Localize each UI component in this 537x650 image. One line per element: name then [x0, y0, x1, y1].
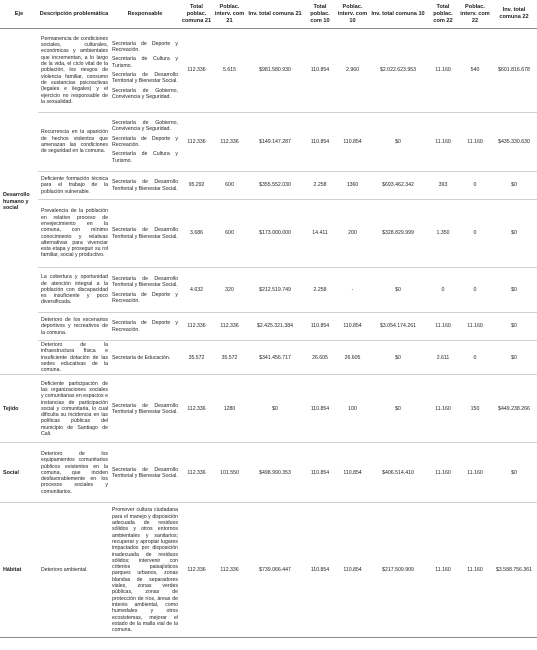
cell-total-pob-10: 2.258 — [304, 268, 336, 313]
responsable-item: Secretaría de Cultura y Turismo. — [112, 56, 178, 69]
cell-pob-interv-10: - — [336, 268, 369, 313]
cell-total-pob-21: 112.336 — [180, 29, 213, 113]
row-description: Deficiente formación técnica para el trabajo de la población vulnerable. — [38, 172, 110, 200]
row-description: Prevalencia de la población en relativo proceso de envejecimiento en la comuna, con mínimo conocimiento y relativas alternativas para vivenciar esta etapa y proseguir su rol familiar, social y productivo. — [38, 200, 110, 268]
cell-total-pob-22: 1.350 — [427, 200, 459, 268]
cell-pob-interv-21: 35.572 — [213, 341, 246, 375]
cell-pob-interv-10: 110.854 — [336, 503, 369, 638]
cell-total-pob-10: 110.854 — [304, 313, 336, 341]
cell-total-pob-21: 35.572 — [180, 341, 213, 375]
header-total-pob-22: Total poblac. com 22 — [427, 0, 459, 29]
eje-social: Social — [0, 443, 38, 503]
cell-total-pob-10: 110.854 — [304, 375, 336, 443]
cell-pob-interv-21: 101.550 — [213, 443, 246, 503]
cell-pob-interv-22: 540 — [459, 29, 491, 113]
cell-total-pob-10: 14.411 — [304, 200, 336, 268]
cell-inv-10: $693.462.342 — [369, 172, 427, 200]
responsable-item: Secretaría de Desarrollo Territorial y Bienestar Social. — [112, 275, 178, 289]
cell-total-pob-22: 11.160 — [427, 375, 459, 443]
cell-total-pob-21: 112.336 — [180, 313, 213, 341]
table-row — [0, 113, 537, 172]
header-total-pob-10: Total poblac. com 10 — [304, 0, 336, 29]
header-pob-interv-21: Poblac. interv. com 21 — [213, 0, 246, 29]
cell-pob-interv-21: 600 — [213, 200, 246, 268]
row-responsable — [110, 113, 180, 172]
table-row — [0, 341, 537, 375]
row-responsable — [110, 341, 180, 375]
row-description: Deterioro de la infraestructura física e insuficiente dotación de las sedes educativas de la comuna. — [38, 341, 110, 375]
row-description: Permanencia de condiciones sociales, culturales, económicas y ambientales que incrementan, a lo largo de la vida, el ciclo vital de la población, los riesgos de violencia familiar, consumo de sustancias psicoactivas (legales e ilegales) y el ejercicio no responsable de la sexualidad. — [38, 29, 110, 113]
eje-desarrollo: Desarrollo humano y social — [0, 29, 38, 375]
cell-pob-interv-21: 5.615 — [213, 29, 246, 113]
cell-inv-22: $0 — [491, 200, 537, 268]
cell-pob-interv-10: 200 — [336, 200, 369, 268]
cell-inv-21: $173.000.000 — [246, 200, 304, 268]
cell-pob-interv-10: 100 — [336, 375, 369, 443]
cell-pob-interv-21: 112.336 — [213, 503, 246, 638]
header-inv-10: Inv. total comuna 10 — [369, 0, 427, 29]
cell-inv-21: $149.147.287 — [246, 113, 304, 172]
cell-inv-21: $212.519.749 — [246, 268, 304, 313]
cell-total-pob-10: 110.854 — [304, 113, 336, 172]
header-inv-21: Inv. total comuna 21 — [246, 0, 304, 29]
cell-pob-interv-10: 110.854 — [336, 113, 369, 172]
cell-inv-10: $0 — [369, 113, 427, 172]
cell-total-pob-21: 4.632 — [180, 268, 213, 313]
cell-inv-22: $0 — [491, 341, 537, 375]
cell-total-pob-22: 11.160 — [427, 113, 459, 172]
cell-inv-22: $449.238.266 — [491, 375, 537, 443]
table-row — [0, 375, 537, 443]
cell-inv-10: $328.829.999 — [369, 200, 427, 268]
eje-tejido: Tejido — [0, 375, 38, 443]
cell-inv-22: $0 — [491, 313, 537, 341]
responsable-item: Promover cultura ciudadana para el manejo y disposición adecuada de residuos sólidos y otros entornos ambientales y sanitarios; recuperar y apropiar lugares impactados por disposición inadecuada de residuos sólidos; intervenir con criterios paisajísticos parques urbanos, zonas blandas de separadores viales, zonas verdes públicas, zonas de protección de ríos, áreas de interés ambiental, como humedales y otros ecosistemas, mejorar el estado de la malla vial de la comuna. — [112, 507, 178, 634]
cell-pob-interv-10: 110.854 — [336, 313, 369, 341]
cell-total-pob-21: 112.336 — [180, 375, 213, 443]
cell-inv-10: $0 — [369, 341, 427, 375]
header-pob-interv-10: Poblac. interv. com 10 — [336, 0, 369, 29]
table-row — [0, 200, 537, 268]
header-row — [0, 0, 537, 29]
cell-inv-22: $0 — [491, 268, 537, 313]
table-row — [0, 172, 537, 200]
row-description: La cobertura y oportunidad de atención integral a la población con discapacidad es insuficiente y poco diversificada. — [38, 268, 110, 313]
cell-total-pob-22: 11.160 — [427, 503, 459, 638]
header-eje: Eje — [0, 0, 38, 29]
cell-inv-10: $0 — [369, 375, 427, 443]
cell-pob-interv-22: 150 — [459, 375, 491, 443]
cell-inv-21: $739.066.447 — [246, 503, 304, 638]
responsable-item: Secretaría de Deporte y Recreación. — [112, 40, 178, 54]
table-row — [0, 29, 537, 113]
header-inv-22: Inv. total comuna 22 — [491, 0, 537, 29]
responsable-item: Secretaría de Desarrollo Territorial y Bienestar Social. — [112, 227, 178, 240]
cell-inv-22: $601.816.678 — [491, 29, 537, 113]
cell-inv-21: $498.990.353 — [246, 443, 304, 503]
cell-total-pob-10: 110.854 — [304, 443, 336, 503]
row-responsable — [110, 172, 180, 200]
responsable-item: Secretaría de Deporte y Recreación. — [112, 135, 178, 148]
header-descripcion: Descripción problemática — [38, 0, 110, 29]
cell-total-pob-22: 0 — [427, 268, 459, 313]
table-row — [0, 268, 537, 313]
responsable-item: Secretaría de Gobierno, Convivencia y Seguridad. — [112, 120, 178, 133]
cell-pob-interv-10: 2.960 — [336, 29, 369, 113]
cell-pob-interv-21: 112.336 — [213, 313, 246, 341]
row-responsable — [110, 268, 180, 313]
responsable-item: Secretaría de Deporte y Recreación. — [112, 320, 178, 333]
cell-inv-22: $3.588.756.361 — [491, 503, 537, 638]
row-responsable — [110, 200, 180, 268]
cell-inv-10: $406.514.410 — [369, 443, 427, 503]
row-description: Recurrencia en la aparición de hechos violentos que amenazan las condiciones de seguridad en la comuna. — [38, 113, 110, 172]
row-responsable — [110, 313, 180, 341]
responsable-item: Secretaría de Educación. — [112, 354, 171, 361]
cell-inv-10: $3.054.174.261 — [369, 313, 427, 341]
cell-pob-interv-21: 112.336 — [213, 113, 246, 172]
cell-total-pob-21: 112.336 — [180, 443, 213, 503]
cell-inv-21: $341.456.717 — [246, 341, 304, 375]
cell-total-pob-10: 110.854 — [304, 29, 336, 113]
responsable-item: Secretaría de Cultura y Turismo. — [112, 151, 178, 164]
header-responsable: Responsable — [110, 0, 180, 29]
cell-total-pob-22: 2.611 — [427, 341, 459, 375]
cell-pob-interv-22: 0 — [459, 172, 491, 200]
cell-total-pob-22: 393 — [427, 172, 459, 200]
cell-inv-21: $981.580.930 — [246, 29, 304, 113]
cell-total-pob-10: 2.258 — [304, 172, 336, 200]
cell-pob-interv-10: 110.854 — [336, 443, 369, 503]
eje-habitat: Hábitat — [0, 503, 38, 638]
cell-total-pob-10: 26.605 — [304, 341, 336, 375]
responsable-item: Secretaría de Gobierno, Convivencia y Seguridad. — [112, 87, 178, 100]
cell-pob-interv-21: 1280 — [213, 375, 246, 443]
row-responsable — [110, 503, 180, 638]
cell-inv-22: $0 — [491, 172, 537, 200]
cell-inv-10: $217.509.909 — [369, 503, 427, 638]
cell-inv-21: $0 — [246, 375, 304, 443]
row-responsable — [110, 375, 180, 443]
cell-pob-interv-22: 11.160 — [459, 113, 491, 172]
cell-pob-interv-22: 11.160 — [459, 503, 491, 638]
cell-inv-10: $0 — [369, 268, 427, 313]
cell-pob-interv-22: 0 — [459, 341, 491, 375]
responsable-item: Secretaría de Deporte y Recreación. — [112, 291, 178, 304]
cell-pob-interv-22: 0 — [459, 268, 491, 313]
cell-inv-21: $355.552.030 — [246, 172, 304, 200]
cell-inv-22: $435.330.630 — [491, 113, 537, 172]
header-total-pob-21: Total poblac. comuna 21 — [180, 0, 213, 29]
header-pob-interv-22: Poblac. interv. com 22 — [459, 0, 491, 29]
table-row — [0, 503, 537, 638]
cell-pob-interv-22: 11.160 — [459, 313, 491, 341]
responsable-item: Secretaría de Desarrollo Territorial y Bienestar Social. — [112, 72, 178, 85]
row-responsable — [110, 443, 180, 503]
cell-inv-22: $0 — [491, 443, 537, 503]
responsable-item: Secretaría de Desarrollo Territorial y Bienestar Social. — [112, 466, 178, 479]
cell-pob-interv-10: 26.605 — [336, 341, 369, 375]
cell-total-pob-21: 95.292 — [180, 172, 213, 200]
responsable-item: Secretaría de Desarrollo Territorial y Bienestar Social. — [112, 179, 178, 192]
cell-pob-interv-22: 0 — [459, 200, 491, 268]
cell-total-pob-22: 11.160 — [427, 443, 459, 503]
row-description: Deterioro ambiental. — [38, 503, 110, 638]
table-row — [0, 313, 537, 341]
cell-total-pob-21: 3.686 — [180, 200, 213, 268]
cell-pob-interv-10: 1360 — [336, 172, 369, 200]
row-description: Deterioro de los equipamientos comunitarios públicos existentes en la comuna, que inciden desfavorablemente en los procesos sociales y comunitarios. — [38, 443, 110, 503]
cell-total-pob-22: 11.160 — [427, 29, 459, 113]
row-responsable — [110, 29, 180, 113]
cell-pob-interv-21: 600 — [213, 172, 246, 200]
responsable-item: Secretaría de Desarrollo Territorial y Bienestar Social. — [112, 402, 178, 415]
cell-total-pob-22: 11.160 — [427, 313, 459, 341]
cell-pob-interv-21: 320 — [213, 268, 246, 313]
cell-total-pob-10: 110.854 — [304, 503, 336, 638]
cell-pob-interv-22: 11.160 — [459, 443, 491, 503]
row-description: Deterioro de los escenarios deportivos y recreativos de la comuna. — [38, 313, 110, 341]
cell-inv-10: $2.022.623.953 — [369, 29, 427, 113]
row-description: Deficiente participación de las organizaciones sociales y comunitarias en espacios e instancias de participación social y comunitaria, lo cual dificulta su incidencia en las políticas públicas del municipio de Santiago de Cali. — [38, 375, 110, 443]
cell-total-pob-21: 112.336 — [180, 503, 213, 638]
cell-inv-21: $2.425.321.384 — [246, 313, 304, 341]
cell-total-pob-21: 112.336 — [180, 113, 213, 172]
table-row — [0, 443, 537, 503]
